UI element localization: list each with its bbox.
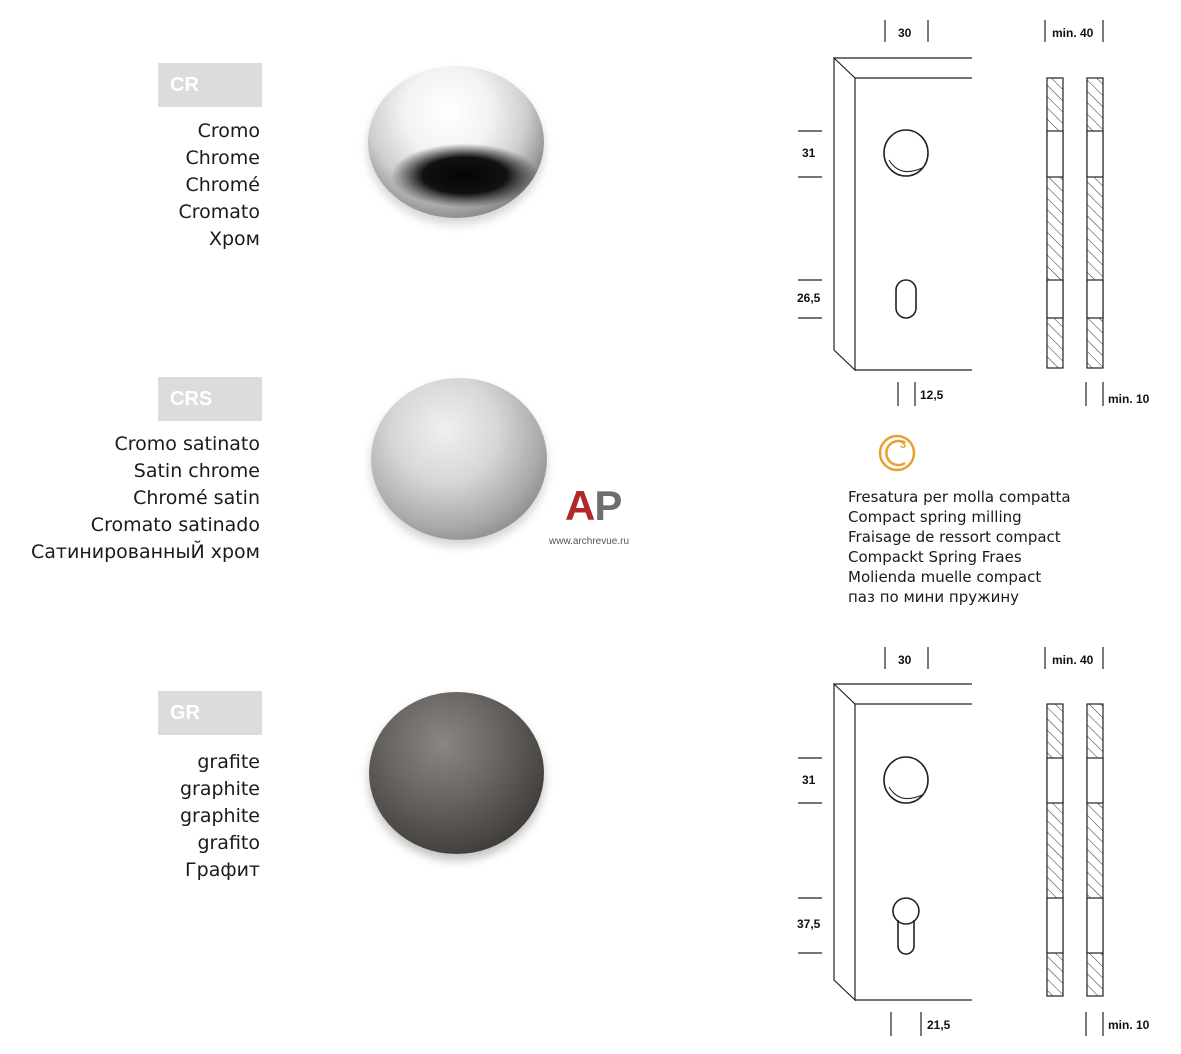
- dim-bottom-offset-label: 37,5: [797, 917, 821, 931]
- finish-code-badge: CR: [158, 63, 262, 107]
- finish-name: Хром: [208, 228, 260, 250]
- dim-top-offset-label: 31: [802, 146, 816, 160]
- finish-name: Cromo satinato: [114, 433, 260, 455]
- watermark-letter-a: A: [565, 482, 595, 529]
- section-cut: [1047, 280, 1063, 318]
- finish-name: Satin chrome: [133, 460, 260, 482]
- section-cut: [1087, 131, 1103, 177]
- dim-bottom-offset-label: 26,5: [797, 291, 821, 305]
- euro-cylinder-keyhole-icon: [893, 898, 919, 924]
- dim-width-label: 30: [898, 653, 912, 667]
- plate-side: [834, 58, 855, 370]
- milling-line: Fresatura per molla compatta: [848, 488, 1071, 506]
- knob-hole: [884, 757, 928, 803]
- finish-name: grafito: [197, 832, 260, 854]
- dim-min-edge-label: min. 10: [1108, 392, 1150, 406]
- c3-icon-label: 3: [900, 439, 907, 451]
- watermark-letter-p: P: [594, 482, 622, 529]
- dim-min-thickness-label: min. 40: [1052, 653, 1094, 667]
- finish-name: graphite: [179, 778, 260, 800]
- knob-hole: [884, 130, 928, 176]
- section-cut: [1047, 758, 1063, 803]
- milling-line: Compact spring milling: [848, 508, 1022, 526]
- oval-keyhole-icon: [896, 280, 916, 318]
- section-cut: [1087, 280, 1103, 318]
- section-cut: [1047, 898, 1063, 953]
- door-section-2: [1047, 704, 1103, 996]
- plate-top: [834, 684, 972, 704]
- finish-name: Chrome: [185, 147, 260, 169]
- milling-line: Compackt Spring Fraes: [848, 548, 1022, 566]
- finish-code-badge: GR: [158, 691, 262, 735]
- plate-side: [834, 684, 855, 1000]
- dim-hole-offset-label: 12,5: [920, 388, 944, 402]
- section-wall-right: [1087, 78, 1103, 368]
- finish-name: Cromato: [178, 201, 260, 223]
- euro-cylinder-keyhole-stem: [898, 920, 914, 954]
- dim-hole-offset-label: 21,5: [927, 1018, 951, 1032]
- watermark-url: www.archrevue.ru: [549, 536, 630, 547]
- c3-icon: [877, 433, 917, 473]
- finish-name: СатинированныЙ хром: [31, 541, 260, 563]
- door-section-1: [1047, 78, 1103, 368]
- milling-line: Fraisage de ressort compact: [848, 528, 1061, 546]
- finish-name: graphite: [179, 805, 260, 827]
- finish-name: Графит: [185, 859, 260, 881]
- dim-width-label: 30: [898, 26, 912, 40]
- finish-name: grafite: [197, 751, 260, 773]
- milling-description: [848, 487, 1071, 607]
- dim-min-thickness-label: min. 40: [1052, 26, 1094, 40]
- section-wall-left: [1047, 78, 1063, 368]
- knob-hole-shade: [889, 160, 922, 172]
- section-cut: [1087, 758, 1103, 803]
- finish-code-badge: CRS: [158, 377, 262, 421]
- section-cut: [1087, 898, 1103, 953]
- milling-line: Molienda muelle compact: [848, 568, 1042, 586]
- finish-name: Chromé: [185, 174, 260, 196]
- dim-min-edge-label: min. 10: [1108, 1018, 1150, 1032]
- plate-top: [834, 58, 972, 78]
- knob-hole-shade: [889, 787, 922, 799]
- milling-line: паз по мини пружину: [848, 588, 1020, 606]
- section-cut: [1047, 131, 1063, 177]
- dim-top-offset-label: 31: [802, 773, 816, 787]
- finish-name: Cromo: [197, 120, 260, 142]
- finish-name: Cromato satinado: [90, 514, 260, 536]
- finish-name: Chromé satin: [133, 487, 260, 509]
